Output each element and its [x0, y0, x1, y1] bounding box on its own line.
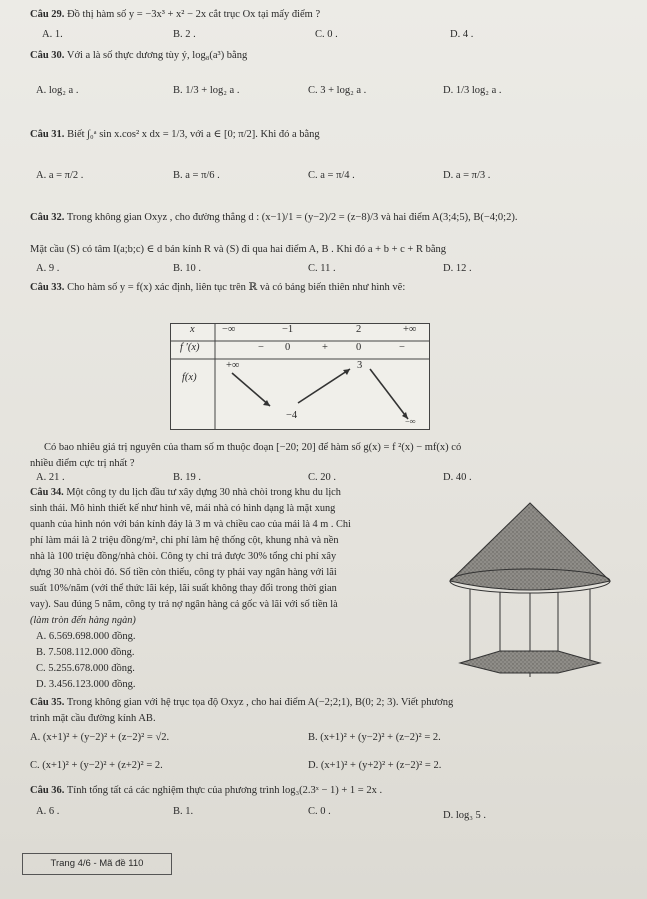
q33-option-b: B. 19 .	[173, 472, 202, 483]
q33-text2: Có bao nhiêu giá trị nguyên của tham số m thuộc đoạn [−20; 20] để hàm số g(x) = f ²(x) − mf(x) có	[44, 442, 462, 453]
table-fx-neg-inf: −∞	[405, 416, 416, 426]
q34-label: Câu 34.	[30, 487, 64, 498]
q36-option-a: A. 6 .	[36, 806, 60, 817]
table-x-two: 2	[356, 324, 362, 335]
table-fprime-zero2: 0	[356, 342, 362, 353]
q36-text: Tính tổng tất cả các nghiệm thực của phương trình log₃(2.3ˣ − 1) + 1 = 2x .	[66, 785, 383, 796]
q30-stem	[30, 50, 247, 61]
q30-option-d: D. 1/3 log₂ a .	[443, 85, 502, 96]
variation-table	[170, 323, 430, 430]
q35-option-a: A. (x+1)² + (y−2)² + (z−2)² = √2.	[30, 732, 170, 743]
table-fprime-label: f ′(x)	[180, 342, 200, 353]
q34-line-7: suất 10%/năm (với thể thức lãi kép, lãi suất không thay đổi trong thời gian	[30, 583, 337, 594]
q34-option-a: A. 6.569.698.000 đồng.	[36, 631, 136, 642]
q34-line-8: vay). Sau đúng 5 năm, công ty trả nợ ngân hàng cả gốc và lãi với số tiền là	[30, 599, 338, 610]
q33-option-a: A. 21 .	[36, 472, 65, 483]
table-x-minus-one: −1	[282, 324, 294, 335]
hut-figure	[440, 495, 620, 685]
q31-option-d: D. a = π/3 .	[443, 170, 491, 181]
q29-text: Đồ thị hàm số y = −3x³ + x² − 2x cắt trục Ox tại mấy điểm ?	[67, 9, 321, 20]
q34-line-2: sinh thái. Mô hình thiết kế như hình vẽ, mái nhà có hình dạng là mặt xung	[30, 503, 336, 514]
q30-option-c: C. 3 + log₂ a .	[308, 85, 367, 96]
table-fx-label: f(x)	[182, 372, 197, 383]
q34-line-5: nhà là 100 triệu đồng/nhà chòi. Công ty chỉ trả được 30% tổng chi phí xây	[30, 551, 337, 562]
q35-text2: trình mặt cầu đường kính AB.	[30, 713, 156, 724]
table-fprime-sign2: +	[322, 342, 328, 353]
table-fx-pos-inf: +∞	[226, 360, 240, 371]
table-x-neg-inf: −∞	[222, 324, 236, 335]
q32-stem	[30, 212, 517, 223]
q34-line-6: dựng 30 nhà chòi đó. Số tiền còn thiếu, công ty phải vay ngân hàng với lãi	[30, 567, 337, 578]
q31-option-b: B. a = π/6 .	[173, 170, 220, 181]
q34-line-3: quanh của hình nón với bán kính đáy là 3 m và chiều cao của mái là 4 m . Chi	[30, 519, 351, 530]
q30-option-a: A. log₂ a .	[36, 85, 79, 96]
q31-option-a: A. a = π/2 .	[36, 170, 84, 181]
table-fprime-zero1: 0	[285, 342, 291, 353]
table-x-pos-inf: +∞	[403, 324, 417, 335]
q29-option-b: B. 2 .	[173, 29, 196, 40]
q33-text: Cho hàm số y = f(x) xác định, liên tục trên ℝ và có bảng biến thiên như hình vẽ:	[67, 282, 406, 293]
q35-option-d: D. (x+1)² + (y+2)² + (z−2)² = 2.	[308, 760, 442, 771]
q29-stem	[30, 9, 320, 20]
q36-option-d: D. log₃ 5 .	[443, 810, 487, 821]
table-x-label: x	[190, 324, 195, 335]
q30-label: Câu 30.	[30, 50, 65, 61]
q30-text: Với a là số thực dương tùy ý, log₈(a³) bằng	[66, 50, 248, 61]
q36-option-b: B. 1.	[173, 806, 194, 817]
q29-label: Câu 29.	[30, 9, 65, 20]
q32-text2: Mặt cầu (S) có tâm I(a;b;c) ∈ d bán kính R và (S) đi qua hai điểm A, B . Khi đó a + b + c + R bằng	[30, 244, 446, 255]
q34-option-d: D. 3.456.123.000 đồng.	[36, 679, 136, 690]
q36-stem	[30, 785, 382, 796]
q36-option-c: C. 0 .	[308, 806, 331, 817]
table-fx-minus-four: −4	[286, 410, 298, 421]
table-fprime-sign1: −	[258, 342, 264, 353]
q32-option-b: B. 10 .	[173, 263, 202, 274]
q32-text: Trong không gian Oxyz , cho đường thẳng d : (x−1)/1 = (y−2)/2 = (z−8)/3 và hai điểm A(3;4;5), B(−4;0;2).	[66, 212, 518, 223]
q34-option-c: C. 5.255.678.000 đồng.	[36, 663, 135, 674]
page-footer: Trang 4/6 - Mã đề 110	[22, 853, 172, 875]
q34-line-4: phí làm mái là 2 triệu đồng/m², chi phí làm hệ thống cột, khung nhà và nền	[30, 535, 339, 546]
q32-option-d: D. 12 .	[443, 263, 472, 274]
table-fx-three: 3	[357, 360, 363, 371]
q34-line-1	[30, 487, 341, 498]
q35-text: Trong không gian với hệ trục tọa độ Oxyz , cho hai điểm A(−2;2;1), B(0; 2; 3). Viết phương	[66, 697, 454, 708]
q35-label: Câu 35.	[30, 697, 65, 708]
table-fprime-sign3: −	[399, 342, 405, 353]
q34-line-1-text: Một công ty du lịch đầu tư xây dựng 30 nhà chòi trong khu du lịch	[66, 487, 341, 498]
q31-label: Câu 31.	[30, 129, 65, 140]
q33-option-c: C. 20 .	[308, 472, 337, 483]
q35-option-b: B. (x+1)² + (y−2)² + (z−2)² = 2.	[308, 732, 441, 743]
q29-option-a: A. 1.	[42, 29, 63, 40]
q31-stem	[30, 128, 320, 140]
q36-label: Câu 36.	[30, 785, 65, 796]
q31-option-c: C. a = π/4 .	[308, 170, 355, 181]
q32-option-a: A. 9 .	[36, 263, 60, 274]
q33-text3: nhiều điểm cực trị nhất ?	[30, 458, 135, 469]
q29-option-d: D. 4 .	[450, 29, 474, 40]
q34-option-b: B. 7.508.112.000 đồng.	[36, 647, 135, 658]
q33-label: Câu 33.	[30, 282, 65, 293]
q33-stem	[30, 281, 405, 293]
q33-option-d: D. 40 .	[443, 472, 472, 483]
q35-stem	[30, 697, 453, 708]
q31-text: Biết ∫₀ᵃ sin x.cos² x dx = 1/3, với a ∈ [0; π/2]. Khi đó a bằng	[67, 129, 320, 140]
q34-line-9: (làm tròn đến hàng ngàn)	[30, 615, 136, 626]
q29-option-c: C. 0 .	[315, 29, 338, 40]
q32-option-c: C. 11 .	[308, 263, 336, 274]
q35-option-c: C. (x+1)² + (y−2)² + (z+2)² = 2.	[30, 760, 163, 771]
q30-option-b: B. 1/3 + log₂ a .	[173, 85, 240, 96]
q32-label: Câu 32.	[30, 212, 65, 223]
